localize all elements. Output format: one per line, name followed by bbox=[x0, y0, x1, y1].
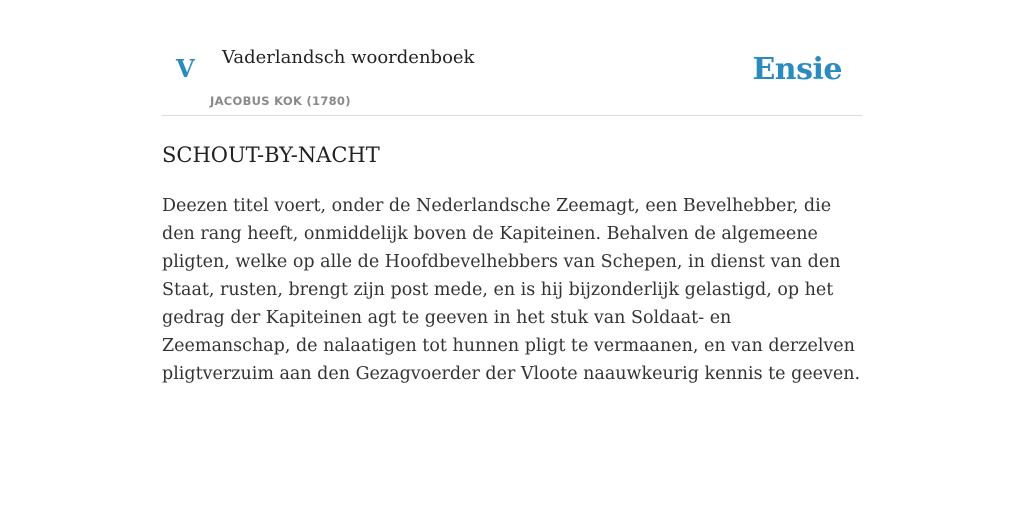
entry-title: SCHOUT-BY-NACHT bbox=[162, 143, 380, 167]
book-title-link[interactable]: Vaderlandsch woordenboek bbox=[222, 47, 475, 68]
book-header bbox=[162, 0, 862, 116]
ensie-logo-link[interactable]: Ensie bbox=[752, 52, 842, 87]
page-container bbox=[162, 0, 862, 512]
book-letter-link[interactable]: V bbox=[176, 54, 195, 83]
book-author: JACOBUS KOK (1780) bbox=[210, 94, 351, 108]
entry-text: Deezen titel voert, onder de Nederlandsche Zeemagt, een Bevelhebber, die den rang heeft, onmiddelijk boven de Kapiteinen. Behalven de algemeene pligten, welke op alle de Hoofdbevelhebbers van Schepen, in dienst van den Staat, rusten, brengt zijn post mede, en is hij bijzonderlijk gelastigd, op het gedrag der Kapiteinen agt te geeven in het stuk van Soldaat- en Zeemanschap, de nalaatigen tot hunnen pligt te vermaanen, en van derzelven pligtverzuim aan den Gezagvoerder der Vloote naauwkeurig kennis te geeven. bbox=[162, 196, 861, 384]
